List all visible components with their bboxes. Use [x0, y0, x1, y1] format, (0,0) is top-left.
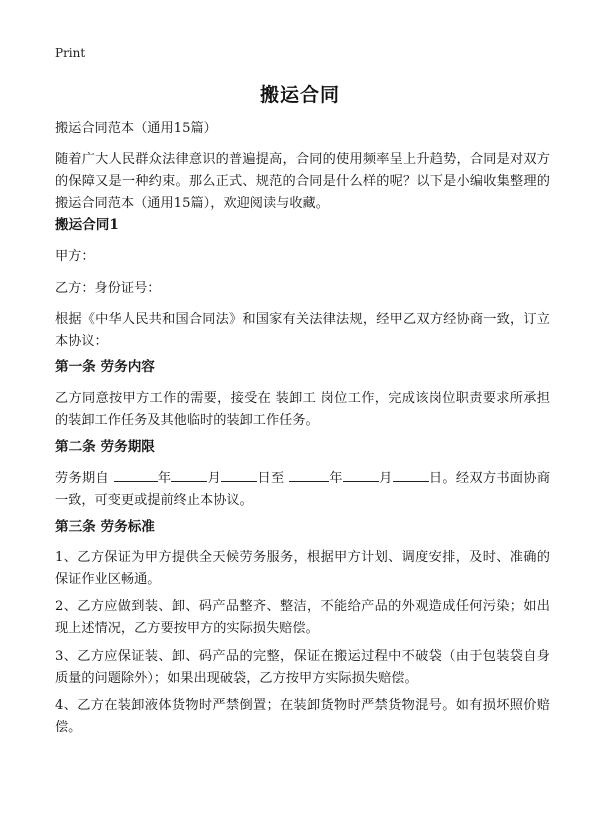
end-month-label: 月: [378, 471, 393, 486]
end-day-blank: [393, 467, 429, 482]
contract-heading: [55, 214, 550, 236]
end-year-blank: [289, 467, 329, 482]
article1-heading-text: 第一条 劳务内容: [55, 359, 155, 375]
article1-heading: [55, 356, 550, 378]
article3-item-text: 4、乙方在装卸液体货物时严禁倒置；在装卸货物时严禁货物混号。如有损坏照价赔偿。: [55, 698, 550, 735]
intro-paragraph-text: 随着广大人民群众法律意识的普遍提高，合同的使用频率呈上升趋势，合同是对双方的保障又是一种约束。那么正式、规范的合同是什么样的呢？以下是小编收集整理的搬运合同范本（通用15篇），欢迎阅读与收藏。: [55, 152, 550, 211]
article3-item-1: [55, 547, 550, 591]
article2-body-text: [55, 467, 550, 512]
document-title: 搬运合同: [259, 84, 340, 106]
intro-paragraph: [55, 149, 550, 215]
end-month-blank: [343, 467, 379, 482]
article1-body-text: 乙方同意按甲方工作的需要，接受在 装卸工 岗位工作，完成该岗位职责要求所承担的装卸工作任务及其他临时的装卸工作任务。: [55, 391, 550, 428]
contract-heading-text: 搬运合同1: [55, 217, 119, 233]
day-to-label: 日至: [257, 471, 285, 486]
start-year-label: 年: [157, 471, 172, 486]
article3-item-3: [55, 646, 550, 690]
article3-item-text: 3、乙方应保证装、卸、码产品的完整，保证在搬运过程中不破袋（由于包装袋自身质量的问题除外）；如果出现破袋，乙方按甲方实际损失赔偿。: [55, 649, 550, 686]
intro-subtitle: [55, 118, 550, 140]
party-a-line: [55, 246, 550, 268]
intro-subtitle-text: 搬运合同范本（通用15篇）: [55, 121, 217, 136]
basis-paragraph: [55, 309, 550, 353]
start-day-blank: [221, 467, 257, 482]
start-month-label: 月: [207, 471, 222, 486]
party-a-text: 甲方：: [55, 249, 95, 264]
article3-heading: [55, 516, 550, 538]
term-suffix: 日。经双方书面协商一致，可变更或提前终止本协议。: [55, 471, 551, 508]
party-b-text: 乙方：身份证号：: [55, 281, 161, 296]
start-month-blank: [171, 467, 207, 482]
article2-heading-text: 第二条 劳务期限: [55, 439, 155, 455]
party-b-line: [55, 278, 550, 300]
article3-heading-text: 第三条 劳务标准: [55, 519, 155, 535]
article3-item-text: 2、乙方应做到装、卸、码产品整齐、整洁，不能给产品的外观造成任何污染；如出现上述情况，乙方要按甲方的实际损失赔偿。: [55, 599, 550, 636]
article3-item-4: [55, 695, 550, 739]
article2-heading: [55, 436, 550, 458]
term-prefix: 劳务期自: [55, 471, 109, 486]
basis-paragraph-text: 根据《中华人民共和国合同法》和国家有关法律法规，经甲乙双方经协商一致，订立本协议：: [55, 312, 550, 349]
end-year-label: 年: [328, 471, 343, 486]
article2-body: [55, 467, 550, 512]
article1-body: [55, 388, 550, 432]
article3-item-2: [55, 596, 550, 640]
start-year-blank: [114, 467, 158, 482]
article3-item-text: 1、乙方保证为甲方提供全天候劳务服务，根据甲方计划、调度安排，及时、准确的保证作业区畅通。: [55, 550, 550, 587]
print-label: Print: [55, 46, 86, 60]
